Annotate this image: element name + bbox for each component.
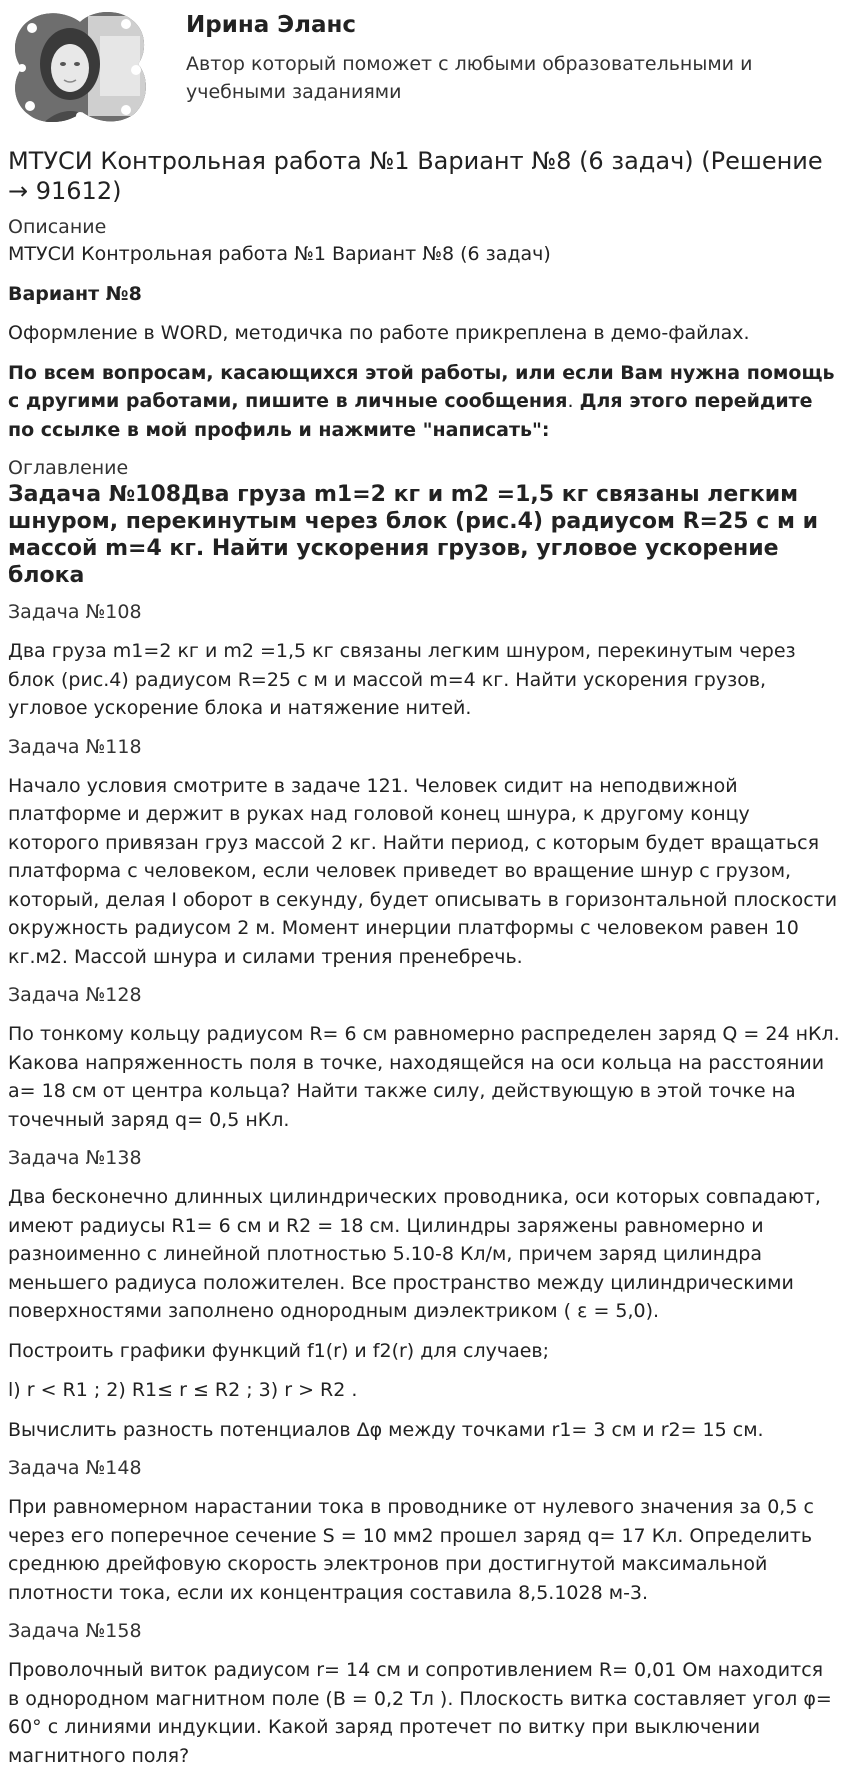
task-label: Задача №128 <box>8 984 142 1006</box>
task-text: Начало условия смотрите в задаче 121. Человек сидит на неподвижной платформе и держит в руках над головой конец шнура, к другому концу которого привязан груз массой 2 кг. Найти период, с которым будет вращаться платформа с человеком, если человек приведет во вращение шнур с грузом, который, делая I оборот в секунду, будет описывать в горизонтальной плоскости окружность радиусом 2 м. Момент инерции платформы с человеком равен 10 кг.м2. Массой шнура и силами трения пренебречь. <box>8 774 838 968</box>
description-label: Описание <box>8 216 107 238</box>
task-label: Задача №118 <box>8 735 142 758</box>
task-128 <box>8 982 840 1134</box>
task-label: Задача №138 <box>8 1147 142 1169</box>
toc-heading: Задача №108Два груза m1=2 кг и m2 =1,5 кг связаны легким шнуром, перекинутым через блок (рис.4) радиусом R=25 с м и массой m=4 кг. Найти ускорения грузов, угловое ускорение блока <box>8 482 819 588</box>
page-title: МТУСИ Контрольная работа №1 Вариант №8 (6 задач) (Решение → 91612) <box>8 147 823 205</box>
task-text: l) r < R1 ; 2) R1≤ r ≤ R2 ; 3) r > R2 . <box>8 1379 358 1401</box>
task-label: Задача №148 <box>8 1457 142 1479</box>
author-card <box>0 0 847 136</box>
format-note: Оформление в WORD, методичка по работе прикреплена в демо-файлах. <box>8 322 750 344</box>
task-text: Два бесконечно длинных цилиндрических проводника, оси которых совпадают, имеют радиусы R1= 6 см и R2 = 18 см. Цилиндры заряжены равномерно и разноименно с линейной плотностью 5.10-8 Кл/м, причем заряд цилиндра меньшего радиуса положителен. Все пространство между цилиндрическими поверхностями заполнено однородным диэлектриком ( ε = 5,0). <box>8 1186 821 1322</box>
task-text: При равномерном нарастании тока в проводнике от нулевого значения за 0,5 с через его поперечное сечение S = 10 мм2 прошел заряд q= 17 Кл. Определить среднюю дрейфовую скорость электронов при достигнутой максимальной плотности тока, если их концентрация составила 8,5.1028 м-3. <box>8 1496 814 1604</box>
contact-note-separator: . <box>567 390 580 412</box>
task-158 <box>8 1618 840 1770</box>
task-label: Задача №108 <box>8 601 142 623</box>
task-148 <box>8 1455 840 1607</box>
contact-note <box>8 359 840 445</box>
task-108 <box>8 599 840 723</box>
main-content <box>8 146 840 1781</box>
task-text: По тонкому кольцу радиусом R= 6 см равномерно распределен заряд Q = 24 нКл. Какова напряженность поля в точке, находящейся на оси кольца на расстоянии a= 18 см от центра кольца? Найти также силу, действующую в этой точке на точечный заряд q= 0,5 нКл. <box>8 1023 840 1131</box>
author-name[interactable]: Ирина Эланс <box>186 12 357 38</box>
author-description: Автор который поможет с любыми образовательными и учебными заданиями <box>186 53 753 103</box>
variant-heading: Вариант №8 <box>8 282 142 305</box>
contact-note-main: По всем вопросам, касающихся этой работы, или если Вам нужна помощь с другими работами, пишите в личные сообщения <box>8 361 835 412</box>
contact-note-link-hint: Для этого перейдите по ссылке в мой профиль и нажмите "написать": <box>8 390 813 441</box>
task-text: Вычислить разность потенциалов Δφ между точками r1= 3 см и r2= 15 см. <box>8 1418 764 1441</box>
task-118 <box>8 734 840 972</box>
author-avatar[interactable] <box>8 6 152 128</box>
task-text: Проволочный виток радиусом r= 14 см и сопротивлением R= 0,01 Ом находится в однородном магнитном поле (B = 0,2 Тл ). Плоскость витка составляет угол φ= 60° с линиями индукции. Какой заряд протечет по витку при выключении магнитного поля? <box>8 1659 832 1767</box>
task-list <box>8 599 840 1770</box>
task-text: Два груза m1=2 кг и m2 =1,5 кг связаны легким шнуром, перекинутым через блок (рис.4) радиусом R=25 с м и массой m=4 кг. Найти ускорения грузов, угловое ускорение блока и натяжение нитей. <box>8 640 796 719</box>
task-138 <box>8 1145 840 1444</box>
task-text: Построить графики функций f1(r) и f2(r) для случаев; <box>8 1339 549 1362</box>
toc-label: Оглавление <box>8 457 129 479</box>
description-text: МТУСИ Контрольная работа №1 Вариант №8 (6 задач) <box>8 243 551 265</box>
task-label: Задача №158 <box>8 1620 142 1642</box>
